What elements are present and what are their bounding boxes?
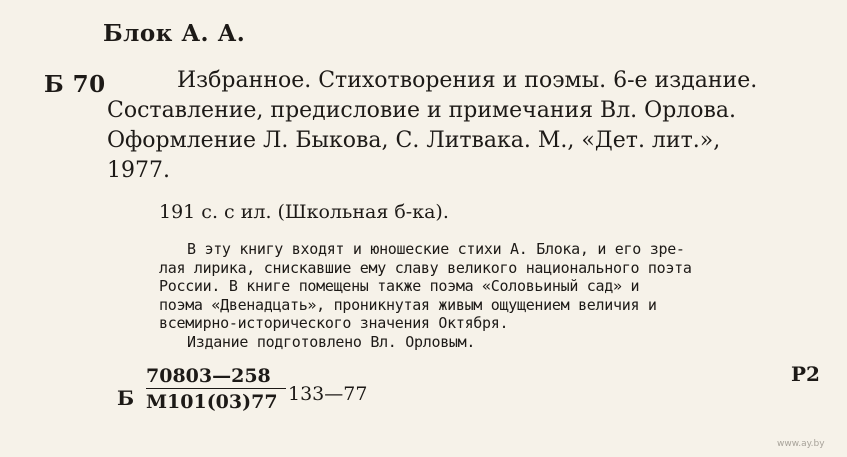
annotation-line: В эту книгу входят и юношеские стихи А. Блока, и его зре- [187, 240, 685, 258]
index-fraction [146, 365, 286, 413]
pages-and-series: 191 с. с ил. (Школьная б-ка). [159, 201, 449, 223]
index-series-number: 133—77 [288, 383, 368, 405]
description-line: Избранное. Стихотворения и поэмы. 6-е издание. [177, 68, 758, 93]
description-line: Оформление Л. Быкова, С. Литвака. М., «Дет. лит.», [107, 128, 721, 153]
annotation-line: поэма «Двенадцать», проникнутая живым ощущением величия и [159, 295, 657, 314]
watermark: www.ay.by [777, 439, 825, 449]
catalog-code: Б 70 [44, 71, 106, 98]
annotation-line: всемирно-исторического значения Октября. [159, 314, 509, 332]
index-numerator: 70803—258 [146, 365, 286, 389]
author-name: Блок А. А. [103, 20, 246, 47]
annotation-line: России. В книге помещены также поэма «Соловьиный сад» и [159, 277, 640, 295]
annotation-line: лая лирика, снискавшие ему славу великого национального поэта [159, 258, 692, 277]
index-letter: Б [117, 386, 135, 410]
classification-code: Р2 [791, 362, 820, 386]
edition-credit: Издание подготовлено Вл. Орловым. [187, 332, 476, 351]
description-line: Составление, предисловие и примечания Вл. Орлова. [107, 98, 736, 123]
description-line: 1977. [107, 158, 170, 183]
annotation [159, 240, 819, 351]
index-denominator: М101(03)77 [146, 391, 278, 413]
bibliographic-description [107, 66, 819, 186]
